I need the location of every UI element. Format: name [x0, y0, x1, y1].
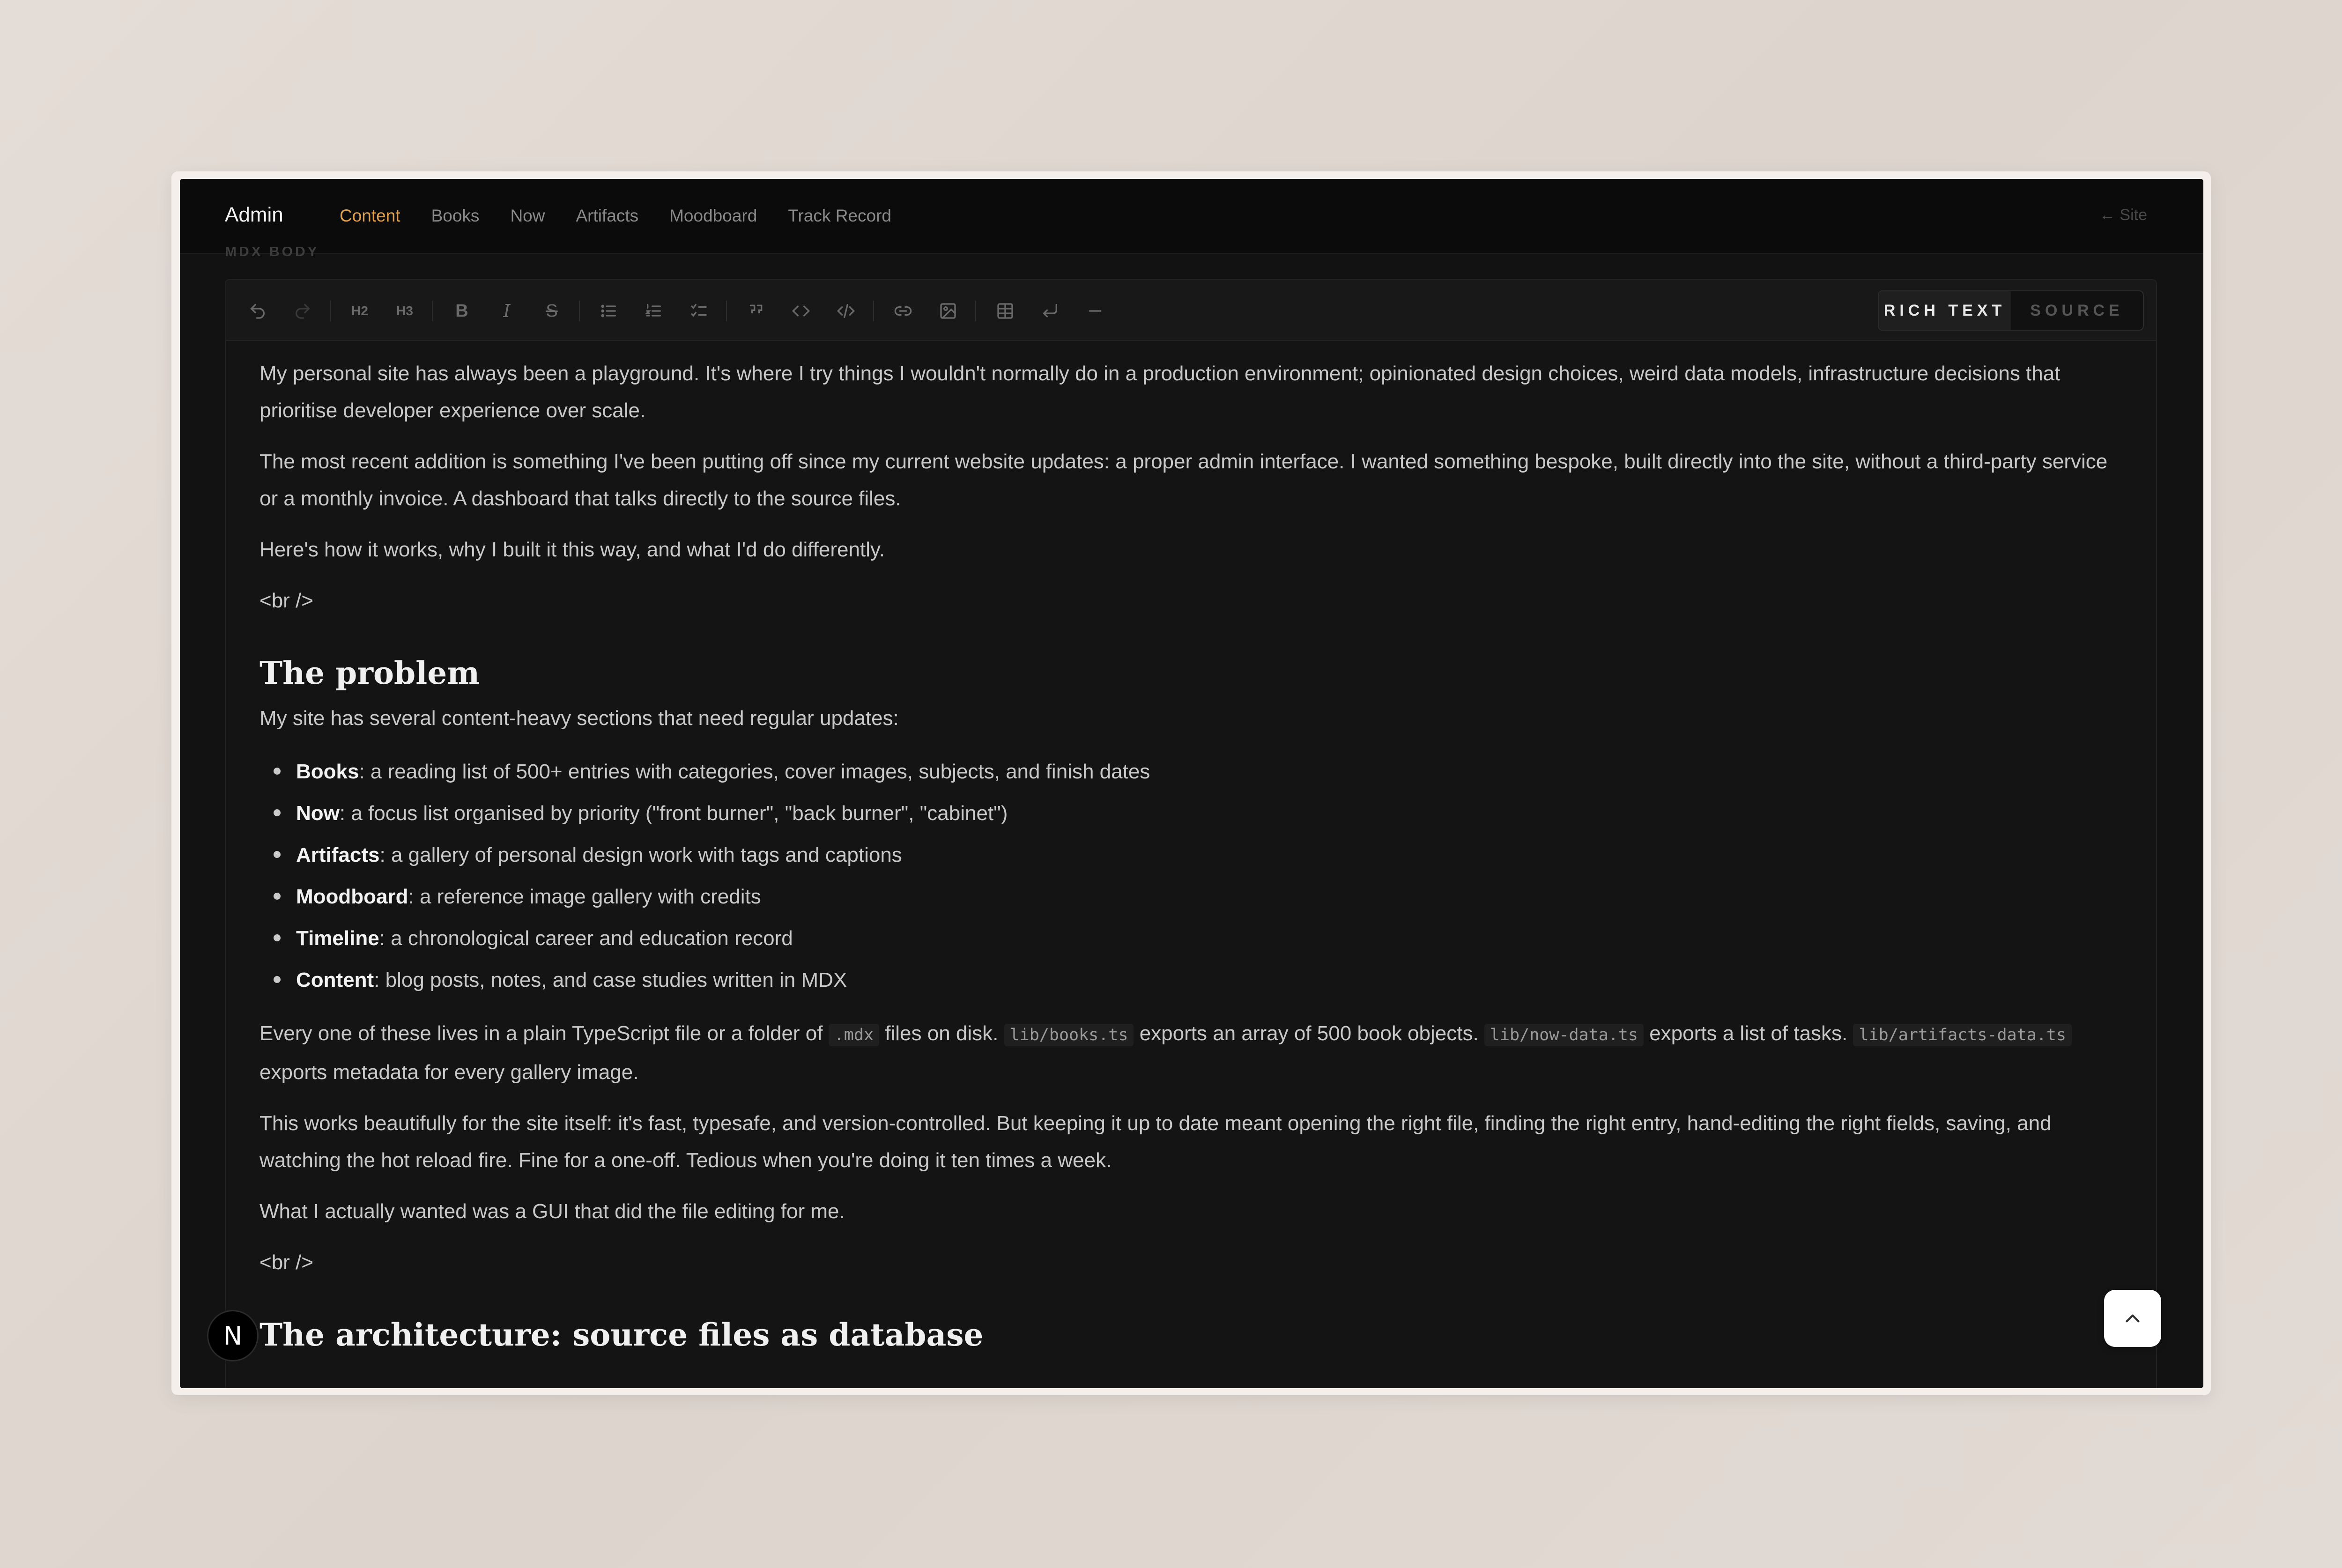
- list-item: [274, 751, 2114, 792]
- heading2-icon[interactable]: [347, 298, 373, 324]
- heading3-icon[interactable]: [392, 298, 418, 324]
- list-item: [274, 834, 2114, 876]
- paragraph: My personal site has always been a playground. It's where I try things I wouldn't normally do in a production environment; opinionated design choices, weird data models, infrastructure decisions that prioritise developer experience over scale.: [259, 362, 2060, 422]
- bold-label: B: [455, 301, 468, 321]
- list-term: Timeline: [296, 927, 379, 950]
- undo-icon[interactable]: [245, 298, 271, 324]
- nav-track-record[interactable]: Track Record: [788, 206, 891, 225]
- text-run: Every one of these lives in a plain TypeScript file or a folder of: [259, 1022, 829, 1045]
- ordered-list-icon[interactable]: [641, 298, 667, 324]
- strike-label: S: [546, 301, 558, 321]
- text-run: exports an array of 500 book objects.: [1134, 1022, 1484, 1045]
- text-run: files on disk.: [879, 1022, 1004, 1045]
- nav-artifacts[interactable]: Artifacts: [576, 206, 639, 225]
- heading2-label: H2: [351, 303, 368, 318]
- list-term: Artifacts: [296, 843, 380, 866]
- top-nav: [180, 179, 2203, 254]
- list-item: [274, 792, 2114, 834]
- paragraph: What I actually wanted was a GUI that did the file editing for me.: [259, 1200, 845, 1223]
- list-item: [274, 876, 2114, 917]
- text-run: exports metadata for every gallery image.: [259, 1061, 639, 1084]
- back-to-site-link[interactable]: ← Site: [2099, 206, 2147, 224]
- task-list-icon[interactable]: [686, 298, 712, 324]
- br-tag: <br />: [259, 1251, 313, 1274]
- image-icon[interactable]: [935, 298, 961, 324]
- blockquote-icon[interactable]: [743, 298, 769, 324]
- bold-icon[interactable]: [449, 298, 475, 324]
- bullet-list-icon[interactable]: [596, 298, 622, 324]
- chevron-up-icon: [2121, 1307, 2144, 1330]
- editor-toolbar: [226, 280, 2156, 341]
- heading-architecture: The architecture: source files as database: [259, 1317, 984, 1353]
- br-tag: <br />: [259, 589, 313, 612]
- mdx-editor: [225, 279, 2157, 1388]
- inline-code: lib/artifacts-data.ts: [1853, 1024, 2072, 1046]
- inline-code: lib/books.ts: [1004, 1024, 1134, 1046]
- strikethrough-icon[interactable]: [539, 298, 565, 324]
- mode-rich-text[interactable]: RICH TEXT: [1879, 291, 2011, 330]
- nav-books[interactable]: Books: [431, 206, 480, 225]
- nav-moodboard[interactable]: Moodboard: [669, 206, 757, 225]
- list-desc: : blog posts, notes, and case studies written in MDX: [374, 969, 847, 991]
- nav-content[interactable]: Content: [340, 206, 400, 225]
- paragraph: The most recent addition is something I've been putting off since my current website updates: a proper admin interface. I wanted something bespoke, built directly into the site, without a third-party service or a monthly invoice. A dashboard that talks directly to the source files.: [259, 450, 2108, 510]
- italic-label: I: [503, 301, 511, 321]
- list-item: [274, 917, 2114, 959]
- heading3-label: H3: [396, 303, 413, 318]
- list-desc: : a gallery of personal design work with tags and captions: [379, 843, 902, 866]
- list-desc: : a focus list organised by priority ("front burner", "back burner", "cabinet"): [339, 802, 1008, 825]
- list-desc: : a reference image gallery with credits: [408, 885, 761, 908]
- table-icon[interactable]: [992, 298, 1018, 324]
- sections-list: [259, 751, 2114, 1001]
- inline-code: lib/now-data.ts: [1484, 1024, 1644, 1046]
- inline-code: .mdx: [829, 1024, 879, 1046]
- list-desc: : a reading list of 500+ entries with categories, cover images, subjects, and finish dates: [359, 760, 1150, 783]
- paragraph: My site has several content-heavy sections that need regular updates:: [259, 707, 899, 730]
- scroll-to-top-button[interactable]: [2104, 1290, 2161, 1347]
- list-desc: : a chronological career and education record: [379, 927, 793, 950]
- heading-problem: The problem: [259, 655, 480, 691]
- nextjs-dev-badge[interactable]: N: [207, 1310, 259, 1361]
- list-term: Now: [296, 802, 340, 825]
- paragraph: Here's how it works, why I built it this way, and what I'd do differently.: [259, 538, 885, 561]
- admin-brand[interactable]: Admin: [225, 203, 283, 226]
- list-item: [274, 959, 2114, 1001]
- code-block-icon[interactable]: [833, 298, 859, 324]
- mode-source[interactable]: SOURCE: [2030, 301, 2124, 319]
- hard-break-icon[interactable]: [1037, 298, 1063, 324]
- paragraph: This works beautifully for the site itself: it's fast, typesafe, and version-controlled. But keeping it up to date meant opening the right file, finding the right entry, hand-editing the right fields, saving, and watching the hot reload fire. Fine for a one-off. Tedious when you're doing it ten times a week.: [259, 1112, 2052, 1172]
- admin-window: [180, 179, 2203, 1388]
- editor-content[interactable]: [259, 355, 2114, 1361]
- italic-icon[interactable]: [494, 298, 520, 324]
- paragraph-files: [259, 1015, 2114, 1091]
- list-term: Books: [296, 760, 359, 783]
- link-icon[interactable]: [890, 298, 916, 324]
- redo-icon[interactable]: [289, 298, 316, 324]
- inline-code-icon[interactable]: [788, 298, 814, 324]
- text-run: exports a list of tasks.: [1643, 1022, 1853, 1045]
- field-label: MDX BODY: [225, 247, 319, 257]
- horizontal-rule-icon[interactable]: [1082, 298, 1108, 324]
- nav-links: [340, 206, 922, 226]
- editor-mode-toggle: [1878, 290, 2144, 331]
- list-term: Moodboard: [296, 885, 408, 908]
- nav-now[interactable]: Now: [510, 206, 545, 225]
- list-term: Content: [296, 969, 374, 991]
